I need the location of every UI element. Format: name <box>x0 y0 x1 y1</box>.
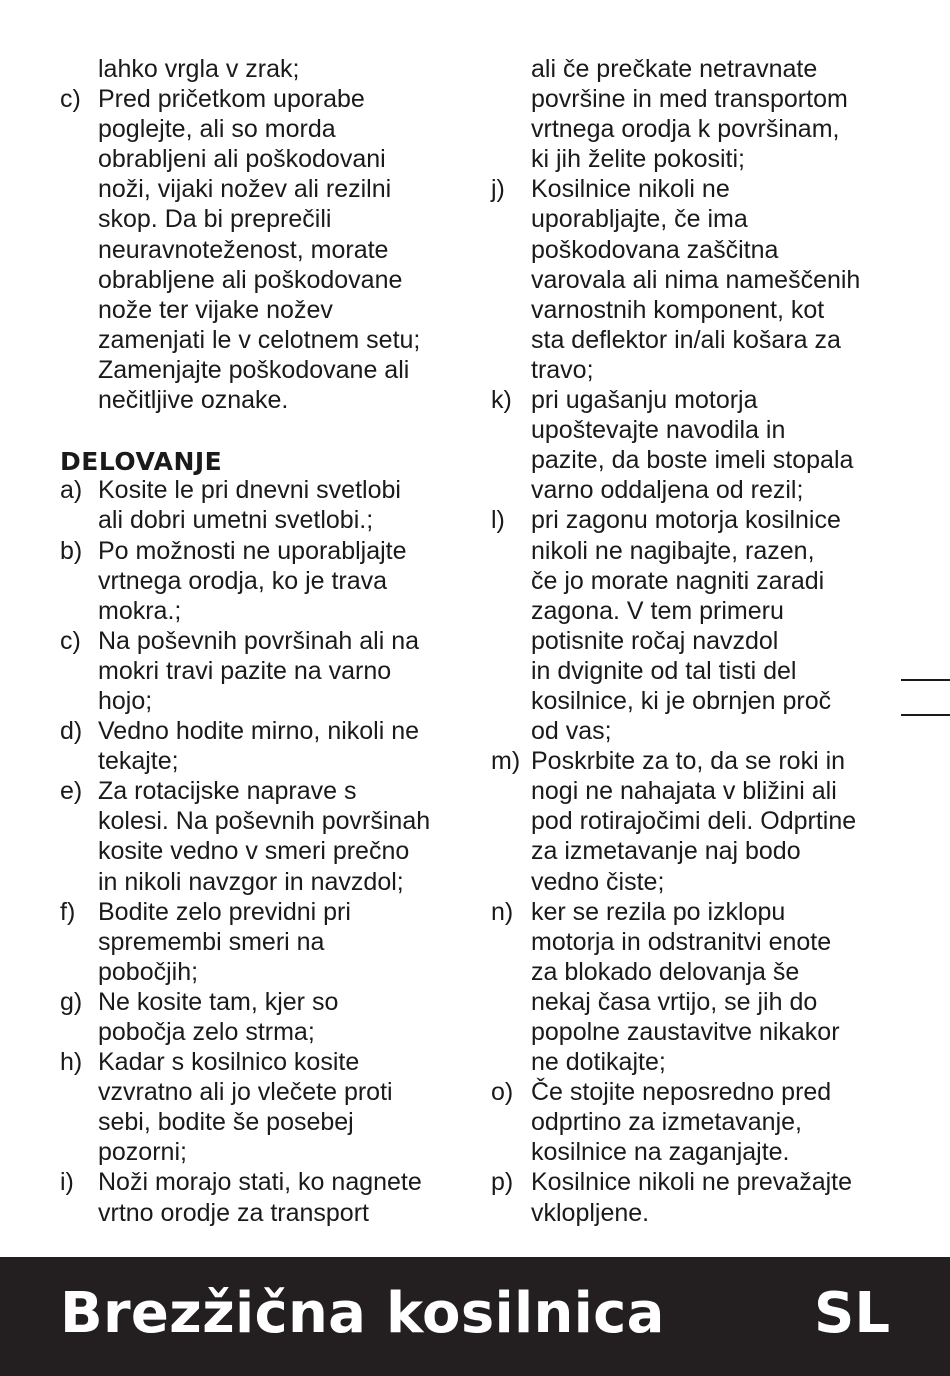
text-line <box>491 1017 911 1047</box>
list-item-text: če jo morate nagniti zaradi <box>531 566 825 595</box>
list-item-text: od vas; <box>531 717 612 746</box>
list-item-text: noži, vijaki nožev ali rezilni <box>98 175 392 204</box>
list-item-label: p) <box>491 1168 514 1197</box>
list-item-label: m) <box>491 747 521 776</box>
list-item-text: Poskrbite za to, da se roki in <box>531 747 846 776</box>
text-line <box>60 686 480 716</box>
text-line <box>491 1167 911 1197</box>
list-item-text: ne dotikajte; <box>531 1048 666 1077</box>
list-item-text: zamenjati le v celotnem setu; <box>98 325 421 354</box>
list-item-text: Vedno hodite mirno, nikoli ne <box>98 717 420 746</box>
text-line <box>491 355 911 385</box>
text-line <box>491 716 911 746</box>
list-item-text: mokri travi pazite na varno <box>98 656 392 685</box>
list-item-text: vrtnega orodja, ko je trava <box>98 566 388 595</box>
list-item-text: Pred pričetkom uporabe <box>98 85 365 114</box>
list-item-text: Kosilnice nikoli ne prevažajte <box>531 1168 853 1197</box>
text-line <box>491 415 911 445</box>
text-line <box>60 204 480 234</box>
list-item-text: varno oddaljena od rezil; <box>531 476 804 505</box>
list-item-text: pozorni; <box>98 1138 187 1167</box>
list-item-text: Kadar s kosilnico kosite <box>98 1048 360 1077</box>
list-item-text: za izmetavanje naj bodo <box>531 837 801 866</box>
section-heading: DELOVANJE <box>60 447 223 477</box>
list-item-label: f) <box>60 897 76 926</box>
list-item-text: pri zagonu motorja kosilnice <box>531 506 841 535</box>
list-item-text: varnostnih komponent, kot <box>531 295 825 324</box>
list-item-text: kosilnice, ki je obrnjen proč <box>531 686 832 715</box>
list-item-text: ali dobri umetni svetlobi.; <box>98 506 374 535</box>
list-item-text: kosite vedno v smeri prečno <box>98 837 410 866</box>
text-line <box>60 927 480 957</box>
list-item-text: pobočjih; <box>98 957 199 986</box>
list-item-text: Za rotacijske naprave s <box>98 777 357 806</box>
list-item-text: spremembi smeri na <box>98 927 325 956</box>
list-item-text: Ne kosite tam, kjer so <box>98 987 339 1016</box>
list-item-text: pobočja zelo strma; <box>98 1018 315 1046</box>
list-item-text: poškodovana zaščitna <box>531 235 779 264</box>
text-line <box>60 1137 480 1167</box>
text-line <box>60 806 480 836</box>
list-item-text: sebi, bodite še posebej <box>98 1108 354 1137</box>
text-line <box>491 806 911 836</box>
text-line <box>491 776 911 806</box>
text-line <box>491 445 911 475</box>
text-line <box>60 716 480 746</box>
list-item-text: ki jih želite pokositi; <box>531 145 745 174</box>
list-item-label: i) <box>60 1168 74 1197</box>
list-item-text: obrabljeni ali poškodovani <box>98 145 386 174</box>
text-line <box>491 656 911 686</box>
list-item-label: b) <box>60 536 83 565</box>
list-item-text: popolne zaustavitve nikakor <box>531 1018 840 1046</box>
list-item-label: o) <box>491 1078 514 1107</box>
list-item-text: sta deflektor in/ali košara za <box>531 325 841 354</box>
text-line <box>491 475 911 505</box>
text-line <box>491 1137 911 1167</box>
text-line <box>491 927 911 957</box>
list-item-text: nikoli ne nagibajte, razen, <box>531 536 815 565</box>
text-line <box>60 1017 480 1047</box>
page-edge-mark <box>901 714 950 716</box>
list-item-text: Kosilnice nikoli ne <box>531 175 730 204</box>
list-item-text: ker se rezila po izklopu <box>531 897 786 926</box>
list-item-text: poglejte, ali so morda <box>98 115 336 144</box>
text-line <box>60 505 480 535</box>
text-line <box>491 204 911 234</box>
text-line <box>491 114 911 144</box>
text-line <box>60 1047 480 1077</box>
list-item-text: hojo; <box>98 686 153 715</box>
list-item-text: mokra.; <box>98 596 182 625</box>
text-line <box>491 325 911 355</box>
text-line <box>491 1198 911 1228</box>
list-item-label: l) <box>491 506 505 535</box>
text-line <box>491 505 911 535</box>
list-item-text: kosilnice na zaganjajte. <box>531 1138 790 1167</box>
list-item-text: nekaj časa vrtijo, se jih do <box>531 987 818 1016</box>
text-line <box>60 897 480 927</box>
list-item-text: nože ter vijake nožev <box>98 295 333 324</box>
list-item-text: Zamenjajte poškodovane ali <box>98 355 410 384</box>
list-item-text: vzvratno ali jo vlečete proti <box>98 1078 393 1107</box>
text-line <box>60 987 480 1017</box>
text-line <box>60 114 480 144</box>
list-item-text: varovala ali nima nameščenih <box>531 265 861 294</box>
text-line <box>60 475 480 505</box>
text-line <box>60 295 480 325</box>
text-line <box>491 867 911 897</box>
text-line <box>491 1047 911 1077</box>
list-item-text: pazite, da boste imeli stopala <box>531 446 854 475</box>
list-item-text: obrabljene ali poškodovane <box>98 265 403 294</box>
text-line <box>491 987 911 1017</box>
list-item-text: vedno čiste; <box>531 867 665 896</box>
list-item-text: ali če prečkate netravnate <box>531 55 818 83</box>
text-line <box>60 867 480 897</box>
text-line <box>60 174 480 204</box>
list-item-text: Če stojite neposredno pred <box>531 1078 832 1107</box>
text-line <box>491 1107 911 1137</box>
text-line <box>60 355 480 385</box>
text-line <box>60 325 480 355</box>
list-item-text: Kosite le pri dnevni svetlobi <box>98 476 401 505</box>
text-line <box>491 265 911 295</box>
text-line <box>60 596 480 626</box>
list-item-label: k) <box>491 386 512 415</box>
list-item-text: nogi ne nahajata v bližini ali <box>531 777 837 806</box>
text-line <box>60 746 480 776</box>
language-code: SL <box>813 1281 890 1346</box>
list-item-text: uporabljajte, če ima <box>531 205 748 234</box>
list-item-text: lahko vrgla v zrak; <box>98 55 300 83</box>
text-line <box>491 385 911 415</box>
text-line <box>60 235 480 265</box>
text-line <box>60 1077 480 1107</box>
text-line <box>491 174 911 204</box>
list-item-text: odprtino za izmetavanje, <box>531 1108 802 1137</box>
text-line <box>60 385 480 415</box>
text-line <box>491 957 911 987</box>
text-line <box>491 746 911 776</box>
text-line <box>60 776 480 806</box>
text-line <box>60 144 480 174</box>
paragraph-gap <box>60 415 480 445</box>
list-item-label: a) <box>60 476 83 505</box>
text-line <box>491 536 911 566</box>
text-line <box>60 626 480 656</box>
list-item-text: potisnite ročaj navzdol <box>531 626 779 655</box>
list-item-label: e) <box>60 777 83 806</box>
footer-bar <box>0 1257 950 1376</box>
text-line <box>491 897 911 927</box>
list-item-label: c) <box>60 85 81 114</box>
text-line <box>491 596 911 626</box>
text-line <box>491 566 911 596</box>
text-line <box>60 957 480 987</box>
list-item-text: in nikoli navzgor in navzdol; <box>98 867 404 896</box>
text-line <box>60 54 480 84</box>
text-line <box>60 265 480 295</box>
list-item-text: za blokado delovanja še <box>531 957 800 986</box>
list-item-text: površine in med transportom <box>531 85 848 114</box>
text-line <box>491 54 911 84</box>
text-line <box>491 626 911 656</box>
list-item-text: vklopljene. <box>531 1198 650 1227</box>
left-column <box>60 54 480 1228</box>
list-item-text: kolesi. Na poševnih površinah <box>98 807 431 836</box>
list-item-text: Noži morajo stati, ko nagnete <box>98 1168 422 1197</box>
list-item-text: Bodite zelo previdni pri <box>98 897 351 926</box>
list-item-text: vrtnega orodja k površinam, <box>531 115 840 144</box>
text-line <box>60 656 480 686</box>
list-item-label: j) <box>491 175 505 204</box>
text-line <box>491 84 911 114</box>
text-line <box>60 84 480 114</box>
text-line <box>60 836 480 866</box>
text-line <box>491 836 911 866</box>
list-item-label: d) <box>60 717 83 746</box>
list-item-text: skop. Da bi preprečili <box>98 205 332 234</box>
list-item-text: neuravnoteženost, morate <box>98 235 389 264</box>
list-item-text: in dvignite od tal tisti del <box>531 656 797 685</box>
list-item-label: g) <box>60 987 83 1016</box>
document-title: Brezžična kosilnica <box>60 1281 665 1346</box>
text-line <box>491 686 911 716</box>
list-item-text: vrtno orodje za transport <box>98 1198 369 1227</box>
list-item-label: h) <box>60 1048 83 1077</box>
list-item-text: travo; <box>531 355 594 384</box>
text-line <box>60 1167 480 1197</box>
text-line <box>491 144 911 174</box>
text-line <box>60 566 480 596</box>
list-item-text: Po možnosti ne uporabljajte <box>98 536 407 565</box>
text-line <box>60 536 480 566</box>
list-item-label: c) <box>60 626 81 655</box>
list-item-text: Na poševnih površinah ali na <box>98 626 420 655</box>
list-item-text: pod rotirajočimi deli. Odprtine <box>531 807 857 836</box>
list-item-text: motorja in odstranitvi enote <box>531 927 832 956</box>
text-line <box>60 1107 480 1137</box>
text-line <box>491 235 911 265</box>
page-edge-mark <box>901 679 950 681</box>
list-item-text: pri ugašanju motorja <box>531 386 758 415</box>
list-item-text: nečitljive oznake. <box>98 386 289 415</box>
text-line <box>491 1077 911 1107</box>
text-line <box>491 295 911 325</box>
right-column <box>491 54 911 1228</box>
list-item-text: zagona. V tem primeru <box>531 596 784 625</box>
text-line <box>60 1198 480 1228</box>
list-item-text: tekajte; <box>98 747 179 776</box>
list-item-text: upoštevajte navodila in <box>531 416 786 445</box>
list-item-label: n) <box>491 897 514 926</box>
